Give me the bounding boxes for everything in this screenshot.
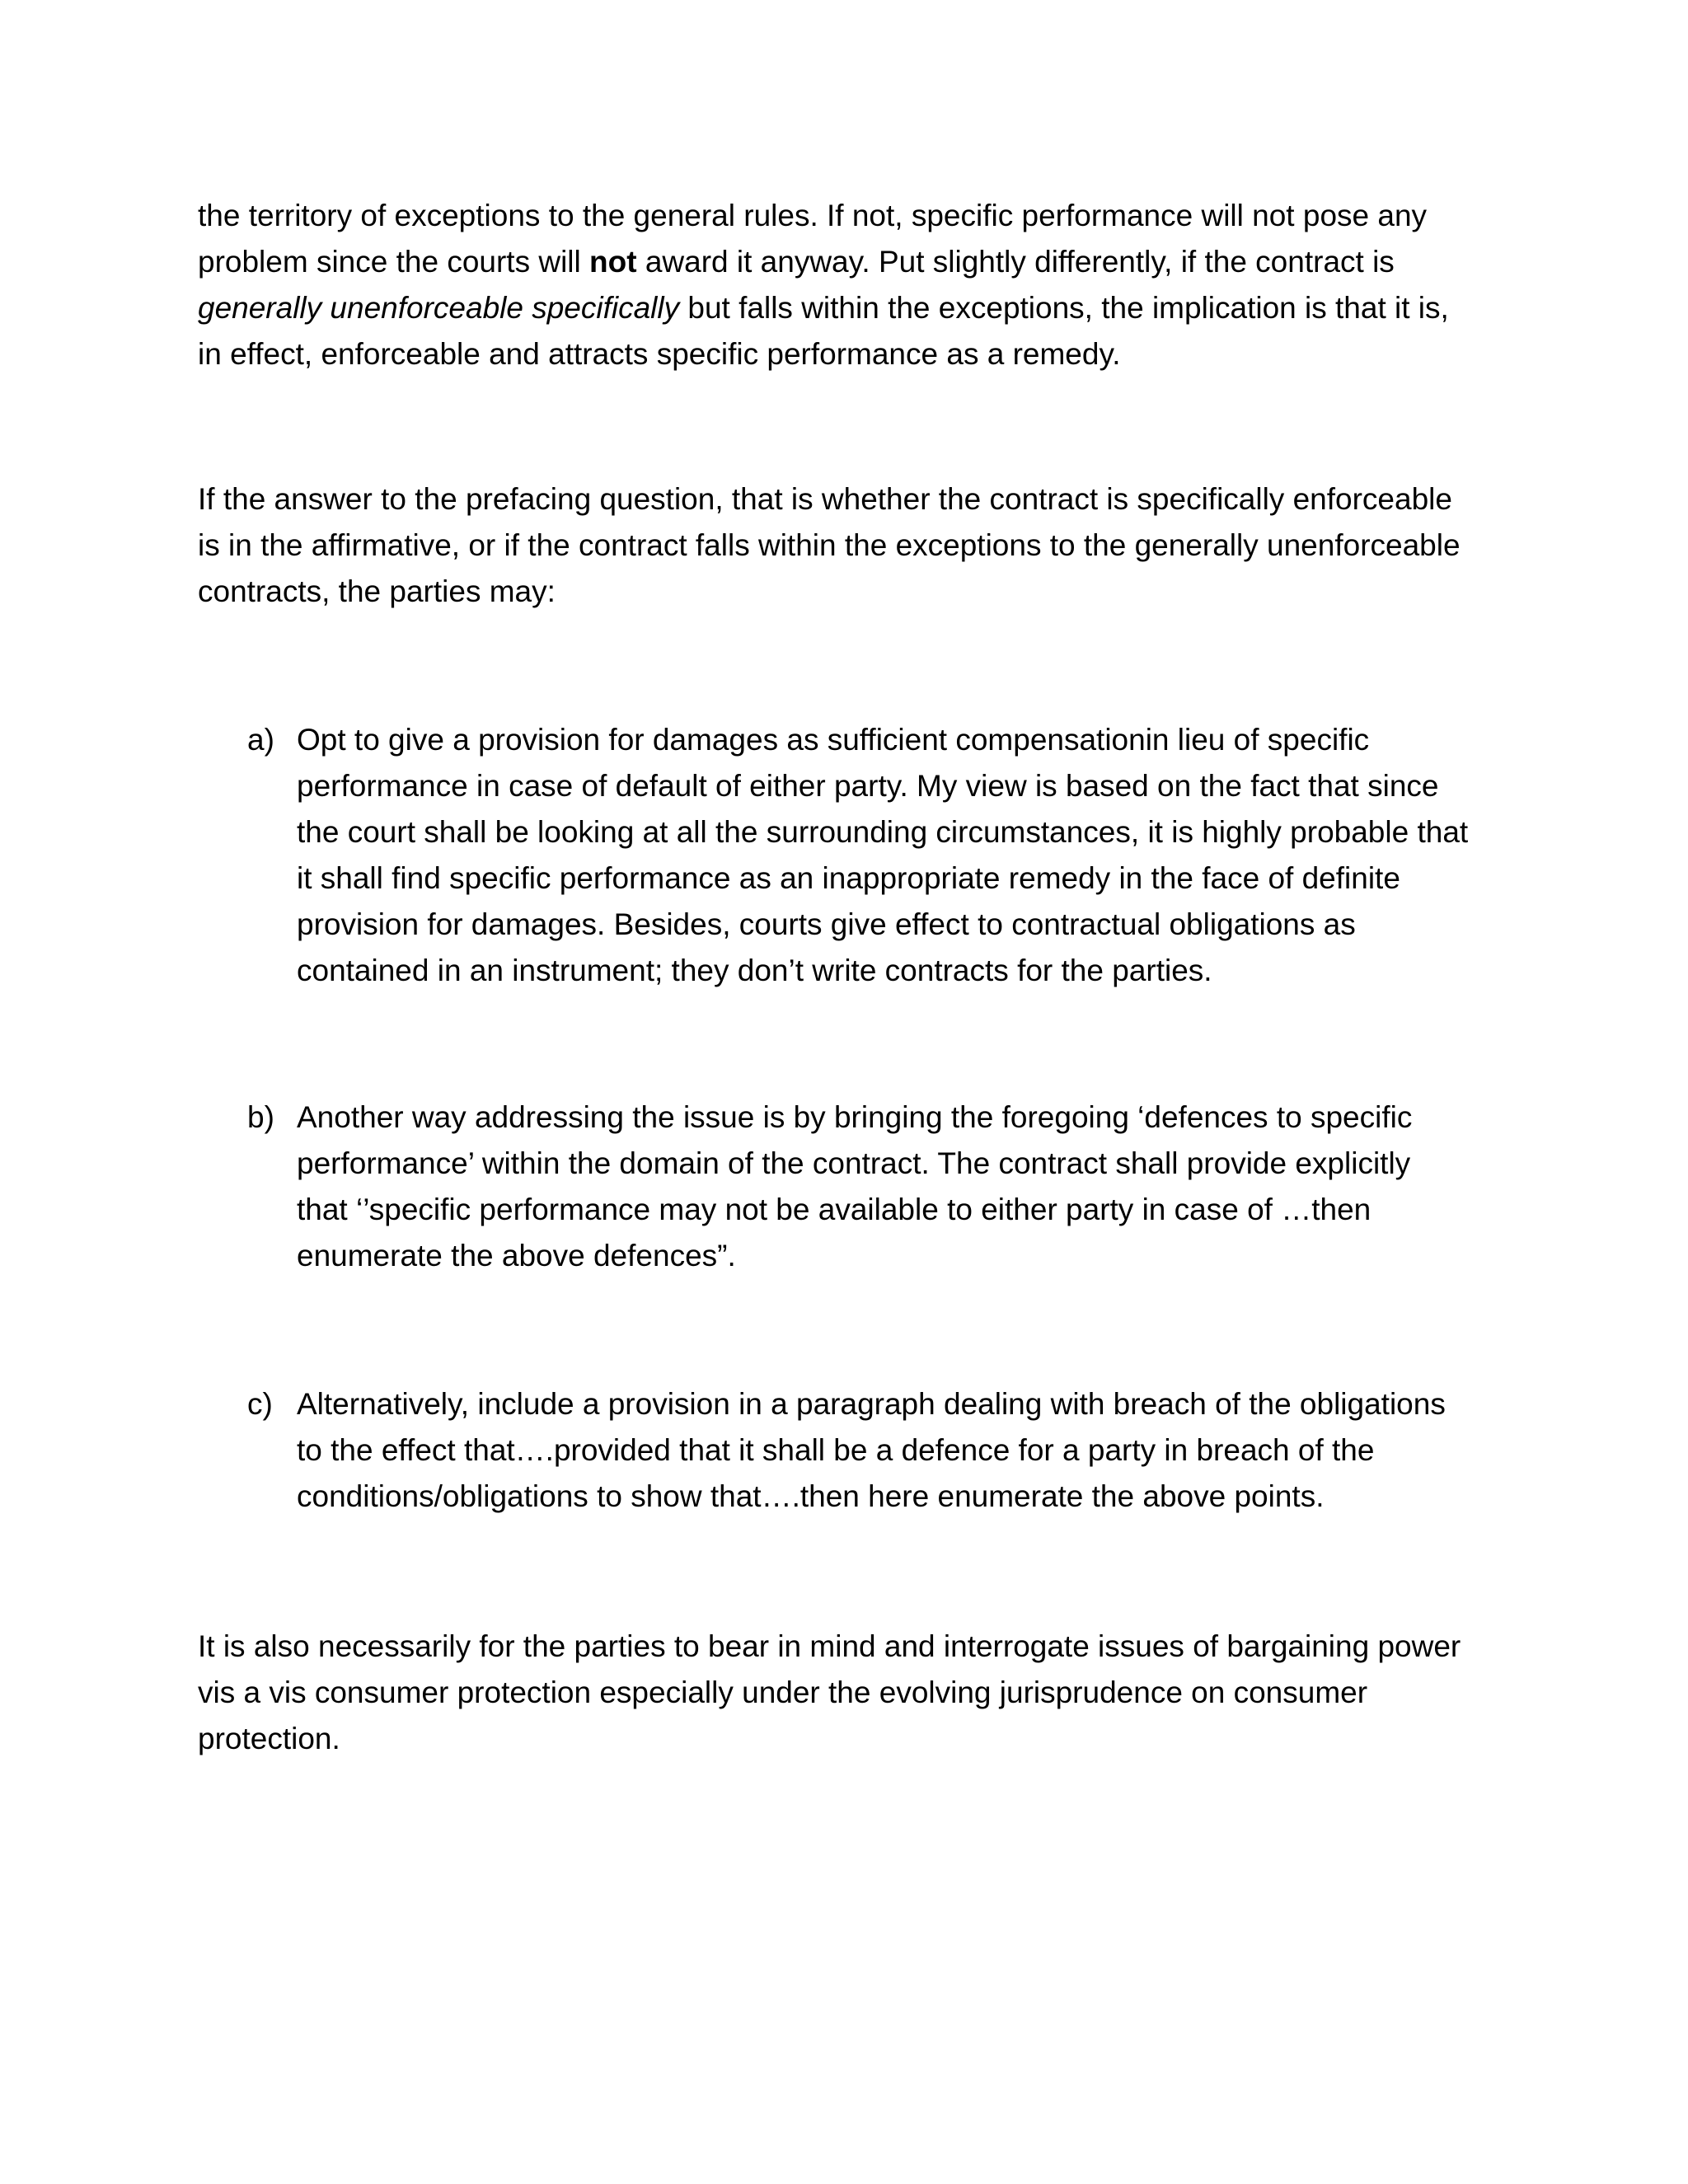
list-line: contained in an instrument; they don’t write contracts for the parties. xyxy=(297,954,1212,987)
list-line: provision for damages. Besides, courts give effect to contractual obligations as xyxy=(297,907,1356,941)
paragraph-line xyxy=(198,239,1500,285)
list-line: Another way addressing the issue is by bringing the foregoing ‘defences to specific xyxy=(297,1100,1413,1134)
paragraph-line: protection. xyxy=(198,1722,340,1755)
list-line: the court shall be looking at all the surrounding circumstances, it is highly probable that xyxy=(297,815,1469,849)
list-line: performance’ within the domain of the contract. The contract shall provide explicitly xyxy=(297,1146,1411,1180)
list-item-text xyxy=(297,1094,1412,1279)
paragraph-prefacing-question xyxy=(198,476,1500,615)
list-marker: b) xyxy=(247,1100,274,1134)
list-line: it shall find specific performance as an inappropriate remedy in the face of definite xyxy=(297,861,1400,895)
list-line: to the effect that….provided that it shall be a defence for a party in breach of the xyxy=(297,1433,1375,1467)
list-marker: c) xyxy=(247,1387,273,1421)
paragraph-line: in effect, enforceable and attracts specific performance as a remedy. xyxy=(198,337,1121,371)
italic-emphasis: generally unenforceable specifically xyxy=(198,291,680,325)
list-line: enumerate the above defences”. xyxy=(297,1239,736,1272)
paragraph-line xyxy=(198,285,1500,331)
text-run: award it anyway. Put slightly differently, if the contract is xyxy=(636,245,1395,279)
paragraph-line: the territory of exceptions to the general rules. If not, specific performance will not pose any xyxy=(198,199,1428,232)
paragraph-bargaining-power xyxy=(198,1624,1500,1762)
list-line: Opt to give a provision for damages as sufficient compensationin lieu of specific xyxy=(297,723,1370,757)
paragraph-line: vis a vis consumer protection especially under the evolving jurisprudence on consumer xyxy=(198,1675,1368,1709)
list-line: Alternatively, include a provision in a paragraph dealing with breach of the obligations xyxy=(297,1387,1446,1421)
paragraph-line: If the answer to the prefacing question, that is whether the contract is specifically enforceable xyxy=(198,482,1452,516)
list-item-text xyxy=(297,717,1468,994)
list-line: performance in case of default of either party. My view is based on the fact that since xyxy=(297,769,1439,803)
bold-emphasis: not xyxy=(589,245,637,279)
list-line: conditions/obligations to show that….then here enumerate the above points. xyxy=(297,1479,1325,1513)
paragraph-line: is in the affirmative, or if the contract falls within the exceptions to the generally unenforceable xyxy=(198,528,1461,562)
paragraph-line: contracts, the parties may: xyxy=(198,574,556,608)
list-line: that ‘’specific performance may not be available to either party in case of …then xyxy=(297,1193,1372,1226)
list-item-text xyxy=(297,1381,1446,1520)
text-run: problem since the courts will xyxy=(198,245,590,279)
text-run: but falls within the exceptions, the implication is that it is, xyxy=(679,291,1449,325)
paragraph-line: It is also necessarily for the parties to bear in mind and interrogate issues of bargaining power xyxy=(198,1629,1461,1663)
paragraph-exceptions xyxy=(198,193,1500,377)
list-marker: a) xyxy=(247,723,274,757)
